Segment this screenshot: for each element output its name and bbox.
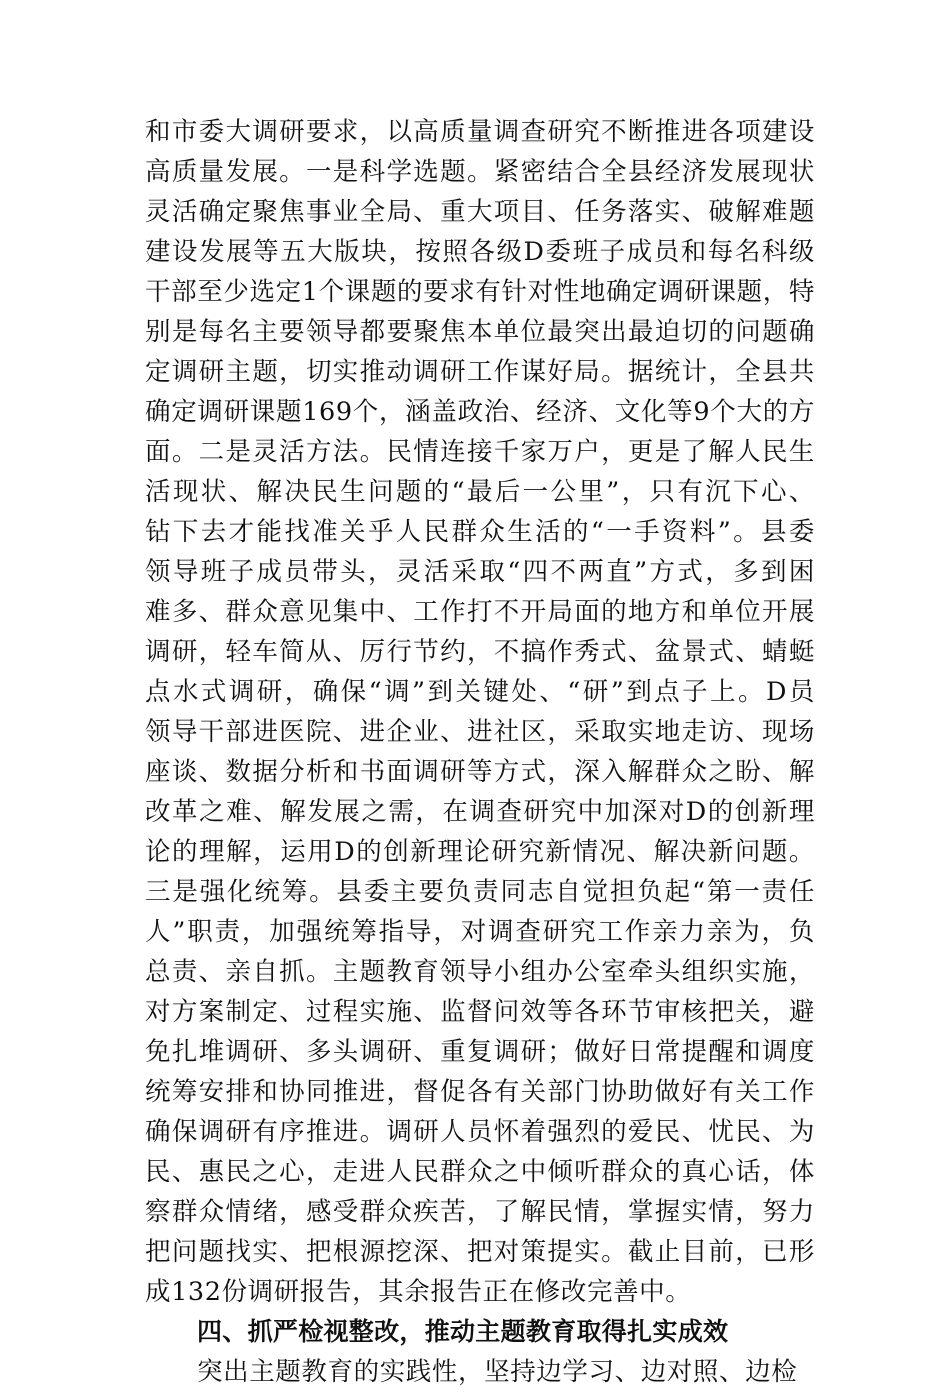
paragraph-line: 钻下去才能找准关乎人民群众生活的“一手资料”。县委 <box>145 517 815 547</box>
paragraph-line: 民、惠民之心，走进人民群众之中倾听群众的真心话，体 <box>145 1157 815 1187</box>
paragraph-line: 免扎堆调研、多头调研、重复调研；做好日常提醒和调度 <box>145 1037 815 1067</box>
paragraph-line: 察群众情绪，感受群众疾苦，了解民情，掌握实情，努力 <box>145 1197 815 1227</box>
paragraph-line: 领导班子成员带头，灵活采取“四不两直”方式，多到困 <box>145 557 815 587</box>
paragraph-line: 领导干部进医院、进企业、进社区，采取实地走访、现场 <box>145 717 815 747</box>
next-paragraph-first-line: 突出主题教育的实践性，坚持边学习、边对照、边检 <box>197 1357 798 1387</box>
paragraph-line: 难多、群众意见集中、工作打不开局面的地方和单位开展 <box>145 597 815 627</box>
paragraph-line: 高质量发展。一是科学选题。紧密结合全县经济发展现状 <box>145 157 815 187</box>
paragraph-line: 把问题找实、把根源挖深、把对策提实。截止目前，已形 <box>145 1237 815 1267</box>
paragraph-line: 确定调研课题169个，涵盖政治、经济、文化等9个大的方 <box>145 397 815 427</box>
paragraph-line: 干部至少选定1个课题的要求有针对性地确定调研课题，特 <box>145 277 815 307</box>
paragraph-line: 人”职责，加强统筹指导，对调查研究工作亲力亲为，负 <box>145 917 815 947</box>
paragraph-line: 和市委大调研要求，以高质量调查研究不断推进各项建设 <box>145 117 815 147</box>
paragraph-line: 灵活确定聚焦事业全局、重大项目、任务落实、破解难题 <box>145 197 815 227</box>
body-text <box>145 112 815 1392</box>
paragraph-line: 座谈、数据分析和书面调研等方式，深入解群众之盼、解 <box>145 757 815 787</box>
paragraph-line: 活现状、解决民生问题的“最后一公里”，只有沉下心、 <box>145 477 815 507</box>
paragraph-last-line: 成132份调研报告，其余报告正在修改完善中。 <box>145 1277 692 1307</box>
paragraph-line: 总责、亲自抓。主题教育领导小组办公室牵头组织实施， <box>145 957 815 987</box>
paragraph-line: 面。二是灵活方法。民情连接千家万户，更是了解人民生 <box>145 437 815 467</box>
paragraph-line: 论的理解，运用D的创新理论研究新情况、解决新问题。 <box>145 837 815 867</box>
paragraph-line: 改革之难、解发展之需，在调查研究中加深对D的创新理 <box>145 797 815 827</box>
paragraph-line: 三是强化统筹。县委主要负责同志自觉担负起“第一责任 <box>145 877 815 907</box>
section-heading: 四、抓严检视整改，推动主题教育取得扎实成效 <box>197 1317 729 1346</box>
paragraph-line: 确保调研有序推进。调研人员怀着强烈的爱民、忧民、为 <box>145 1117 815 1147</box>
paragraph-line: 统筹安排和协同推进，督促各有关部门协助做好有关工作 <box>145 1077 815 1107</box>
paragraph-line: 调研，轻车简从、厉行节约，不搞作秀式、盆景式、蜻蜓 <box>145 637 815 667</box>
paragraph-line: 点水式调研，确保“调”到关键处、“研”到点子上。D员 <box>145 677 815 707</box>
paragraph-line: 对方案制定、过程实施、监督问效等各环节审核把关，避 <box>145 997 815 1027</box>
paragraph-line: 建设发展等五大版块，按照各级D委班子成员和每名科级 <box>145 237 815 267</box>
paragraph-line: 别是每名主要领导都要聚焦本单位最突出最迫切的问题确 <box>145 317 815 347</box>
paragraph-line: 定调研主题，切实推动调研工作谋好局。据统计，全县共 <box>145 357 815 387</box>
